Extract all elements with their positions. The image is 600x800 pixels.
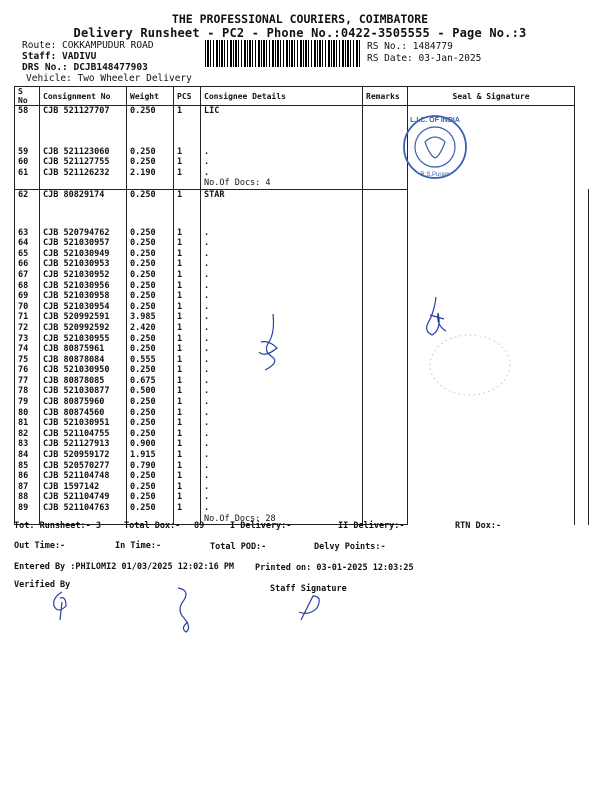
- row-consignee: .: [201, 238, 363, 249]
- table-row: [15, 249, 589, 260]
- row-consignee: LIC: [201, 106, 363, 117]
- row-consignment: CJB 521123060: [40, 147, 127, 158]
- row-consignee: .: [201, 228, 363, 239]
- row-pcs: 1: [174, 355, 201, 366]
- row-consignment: CJB 80829174: [40, 189, 127, 200]
- row-sno: 84: [15, 450, 40, 461]
- tot-runsheet: Tot. Runsheet:- 3: [14, 521, 101, 531]
- row-consignee: .: [201, 249, 363, 260]
- row-sno: 61: [15, 168, 40, 179]
- row-pcs: 1: [174, 492, 201, 503]
- row-consignee: .: [201, 461, 363, 472]
- row-sno: 82: [15, 429, 40, 440]
- row-weight: 0.790: [127, 461, 174, 472]
- row-sno: 78: [15, 386, 40, 397]
- row-weight: 0.250: [127, 157, 174, 168]
- row-weight: 0.250: [127, 429, 174, 440]
- row-consignee: .: [201, 281, 363, 292]
- row-pcs: 1: [174, 408, 201, 419]
- col-header-weight: Weight: [127, 87, 174, 106]
- row-weight: 0.250: [127, 147, 174, 158]
- runsheet-subtitle: Delivery Runsheet - PC2 - Phone No.:0422-3505555 - Page No.:3: [73, 26, 527, 40]
- ii-delivery: II Delivery:-: [338, 521, 405, 531]
- row-pcs: 1: [174, 334, 201, 345]
- row-pcs: 1: [174, 365, 201, 376]
- col-header-remarks: Remarks: [363, 87, 408, 106]
- row-sno: 59: [15, 147, 40, 158]
- row-consignee: .: [201, 291, 363, 302]
- row-consignment: CJB 521104763: [40, 503, 127, 514]
- row-consignment: CJB 520959172: [40, 450, 127, 461]
- rs-date: RS Date: 03-Jan-2025: [367, 53, 482, 64]
- stamp-emblem-icon: [425, 137, 445, 158]
- row-sno: 64: [15, 238, 40, 249]
- row-consignment: CJB 80874560: [40, 408, 127, 419]
- row-weight: 0.250: [127, 189, 174, 200]
- entered-by: Entered By :PHILOMI2 01/03/2025 12:02:16 PM: [14, 562, 235, 572]
- row-pcs: 1: [174, 189, 201, 200]
- i-delivery: I Delivery:-: [230, 521, 292, 531]
- table-row: [15, 312, 589, 323]
- row-consignee: .: [201, 429, 363, 440]
- table-row: [15, 503, 589, 514]
- table-row: [15, 106, 589, 117]
- row-weight: 3.985: [127, 312, 174, 323]
- row-sno: 68: [15, 281, 40, 292]
- lic-seal-stamp: [395, 112, 475, 182]
- barcode: [205, 40, 360, 67]
- row-consignee: .: [201, 482, 363, 493]
- row-sno: 88: [15, 492, 40, 503]
- table-row: [15, 291, 589, 302]
- row-consignment: CJB 520570277: [40, 461, 127, 472]
- row-weight: 0.250: [127, 291, 174, 302]
- row-consignee: .: [201, 376, 363, 387]
- table-row: [15, 429, 589, 440]
- row-pcs: 1: [174, 249, 201, 260]
- row-consignee: .: [201, 492, 363, 503]
- row-sno: 87: [15, 482, 40, 493]
- row-pcs: 1: [174, 482, 201, 493]
- row-pcs: 1: [174, 106, 201, 117]
- row-weight: 0.900: [127, 439, 174, 450]
- row-consignment: CJB 521104755: [40, 429, 127, 440]
- row-pcs: 1: [174, 281, 201, 292]
- row-consignee: .: [201, 408, 363, 419]
- row-pcs: 1: [174, 439, 201, 450]
- row-weight: 0.250: [127, 249, 174, 260]
- row-consignment: CJB 521127707: [40, 106, 127, 117]
- table-row: [15, 418, 589, 429]
- row-consignment: CJB 521030877: [40, 386, 127, 397]
- rtn-dox: RTN Dox:-: [455, 521, 502, 531]
- row-consignee: .: [201, 503, 363, 514]
- route-label: Route: COKKAMPUDUR ROAD: [22, 40, 154, 51]
- row-consignee: .: [201, 355, 363, 366]
- row-consignee: .: [201, 312, 363, 323]
- row-pcs: 1: [174, 376, 201, 387]
- table-row: [15, 492, 589, 503]
- total-pod: Total POD:-: [210, 542, 267, 552]
- row-consignee: .: [201, 344, 363, 355]
- row-pcs: 1: [174, 450, 201, 461]
- row-consignee: .: [201, 397, 363, 408]
- row-consignee: .: [201, 365, 363, 376]
- row-consignment: CJB 521030957: [40, 238, 127, 249]
- row-consignment: CJB 521127755: [40, 157, 127, 168]
- table-row: [15, 439, 589, 450]
- col-header-sno: S No: [15, 87, 40, 106]
- table-row: [15, 238, 589, 249]
- row-consignment: CJB 1597142: [40, 482, 127, 493]
- row-sno: 67: [15, 270, 40, 281]
- row-consignment: CJB 521030954: [40, 302, 127, 313]
- in-time: In Time:-: [115, 541, 162, 551]
- row-sno: 81: [15, 418, 40, 429]
- row-pcs: 1: [174, 302, 201, 313]
- delvy-points: Delvy Points:-: [314, 542, 386, 552]
- row-sno: 76: [15, 365, 40, 376]
- row-consignment: CJB 80878084: [40, 355, 127, 366]
- row-weight: 0.250: [127, 418, 174, 429]
- vehicle-label: Vehicle: Two Wheeler Delivery: [26, 73, 192, 84]
- row-weight: 0.250: [127, 106, 174, 117]
- table-row: [15, 408, 589, 419]
- company-title: THE PROFESSIONAL COURIERS, COIMBATORE: [171, 12, 429, 26]
- row-consignment: CJB 521030956: [40, 281, 127, 292]
- row-consignee: .: [201, 450, 363, 461]
- row-sno: 85: [15, 461, 40, 472]
- col-header-seal: Seal & Signature: [408, 87, 575, 106]
- row-pcs: 1: [174, 503, 201, 514]
- row-weight: 0.250: [127, 270, 174, 281]
- row-consignee: .: [201, 418, 363, 429]
- row-pcs: 1: [174, 418, 201, 429]
- row-sno: 60: [15, 157, 40, 168]
- staff-signature-label: Staff Signature: [270, 584, 347, 594]
- row-consignee: .: [201, 323, 363, 334]
- row-sno: 74: [15, 344, 40, 355]
- row-pcs: 1: [174, 157, 201, 168]
- row-pcs: 1: [174, 312, 201, 323]
- row-consignment: CJB 521104748: [40, 471, 127, 482]
- row-consignment: CJB 521030949: [40, 249, 127, 260]
- row-weight: 0.250: [127, 408, 174, 419]
- docs-count: No.Of Docs: 28: [201, 514, 363, 525]
- row-sno: 73: [15, 334, 40, 345]
- row-consignee: .: [201, 439, 363, 450]
- row-consignee: STAR: [201, 189, 363, 200]
- row-consignment: CJB 80875960: [40, 397, 127, 408]
- row-weight: 0.250: [127, 259, 174, 270]
- row-consignee: .: [201, 386, 363, 397]
- row-consignment: CJB 521030955: [40, 334, 127, 345]
- row-consignment: CJB 521030952: [40, 270, 127, 281]
- row-pcs: 1: [174, 344, 201, 355]
- col-header-consignment: Consignment No: [40, 87, 127, 106]
- row-sno: 63: [15, 228, 40, 239]
- row-sno: 83: [15, 439, 40, 450]
- row-pcs: 1: [174, 323, 201, 334]
- row-weight: 1.915: [127, 450, 174, 461]
- row-sno: 72: [15, 323, 40, 334]
- row-pcs: 1: [174, 270, 201, 281]
- row-consignment: CJB 521104749: [40, 492, 127, 503]
- row-weight: 0.675: [127, 376, 174, 387]
- total-dox-label: Total Dox:-: [124, 521, 181, 531]
- row-weight: 0.250: [127, 281, 174, 292]
- row-pcs: 1: [174, 168, 201, 179]
- row-consignment: CJB 521127913: [40, 439, 127, 450]
- row-weight: 0.250: [127, 334, 174, 345]
- faded-stamp-mark: [425, 330, 515, 400]
- total-dox-value: 89: [194, 521, 205, 531]
- row-consignment: CJB 521030951: [40, 418, 127, 429]
- table-row: [15, 281, 589, 292]
- out-time: Out Time:-: [14, 541, 66, 551]
- table-header-row: [15, 87, 589, 106]
- seal-cell-2: [575, 189, 589, 524]
- row-weight: 0.250: [127, 471, 174, 482]
- row-consignee: .: [201, 168, 363, 179]
- row-sno: 70: [15, 302, 40, 313]
- stamp-top-text: L.I.C. OF INDIA: [410, 117, 460, 124]
- row-consignee: .: [201, 147, 363, 158]
- row-weight: 2.420: [127, 323, 174, 334]
- row-pcs: 1: [174, 228, 201, 239]
- row-pcs: 1: [174, 471, 201, 482]
- row-sno: 58: [15, 106, 40, 117]
- row-pcs: 1: [174, 259, 201, 270]
- row-weight: 0.555: [127, 355, 174, 366]
- row-pcs: 1: [174, 238, 201, 249]
- row-consignee: .: [201, 471, 363, 482]
- row-weight: 0.250: [127, 238, 174, 249]
- staff-label: Staff: VADIVU: [22, 51, 97, 62]
- row-consignee: .: [201, 157, 363, 168]
- stamp-outer-ring: [404, 116, 466, 178]
- row-sno: 75: [15, 355, 40, 366]
- row-weight: 0.250: [127, 482, 174, 493]
- stamp-inner-ring: [415, 127, 455, 167]
- row-pcs: 1: [174, 461, 201, 472]
- row-sno: 86: [15, 471, 40, 482]
- table-row: [15, 302, 589, 313]
- row-consignment: CJB 521030950: [40, 365, 127, 376]
- row-sno: 69: [15, 291, 40, 302]
- docs-count: No.Of Docs: 4: [201, 178, 363, 189]
- table-row: [15, 471, 589, 482]
- row-consignment: CJB 520992591: [40, 312, 127, 323]
- row-consignment: CJB 521030953: [40, 259, 127, 270]
- row-pcs: 1: [174, 147, 201, 158]
- staff-signature: [295, 592, 325, 624]
- row-sno: 65: [15, 249, 40, 260]
- table-row: [15, 228, 589, 239]
- row-weight: 0.500: [127, 386, 174, 397]
- table-row: [15, 270, 589, 281]
- row-pcs: 1: [174, 386, 201, 397]
- drs-number: DRS No.: DCJB148477903: [22, 62, 148, 73]
- col-header-pcs: PCS: [174, 87, 201, 106]
- row-consignment: CJB 521126232: [40, 168, 127, 179]
- row-weight: 0.250: [127, 228, 174, 239]
- row-consignee: .: [201, 259, 363, 270]
- row-pcs: 1: [174, 291, 201, 302]
- row-weight: 0.250: [127, 397, 174, 408]
- table-row: [15, 482, 589, 493]
- row-sno: 71: [15, 312, 40, 323]
- signature-scribble-1: [255, 312, 285, 372]
- second-signature: [170, 584, 198, 634]
- row-pcs: 1: [174, 429, 201, 440]
- row-consignment: CJB 520794762: [40, 228, 127, 239]
- table-row: [15, 259, 589, 270]
- row-sno: 80: [15, 408, 40, 419]
- row-sno: 79: [15, 397, 40, 408]
- row-weight: 0.250: [127, 365, 174, 376]
- row-sno: 77: [15, 376, 40, 387]
- table-row: [15, 461, 589, 472]
- row-consignee: .: [201, 302, 363, 313]
- row-consignment: CJB 80875961: [40, 344, 127, 355]
- row-weight: 0.250: [127, 503, 174, 514]
- row-consignment: CJB 521030958: [40, 291, 127, 302]
- row-consignment: CJB 80878085: [40, 376, 127, 387]
- col-header-consignee: Consignee Details: [201, 87, 363, 106]
- row-weight: 0.250: [127, 302, 174, 313]
- row-weight: 0.250: [127, 344, 174, 355]
- row-consignee: .: [201, 334, 363, 345]
- row-sno: 89: [15, 503, 40, 514]
- rs-number: RS No.: 1484779: [367, 41, 453, 52]
- row-pcs: 1: [174, 397, 201, 408]
- verified-by-label: Verified By: [14, 580, 71, 590]
- row-consignee: .: [201, 270, 363, 281]
- stamp-bottom-text: R.S.Puram: [420, 172, 450, 178]
- row-weight: 0.250: [127, 492, 174, 503]
- row-consignment: CJB 520992592: [40, 323, 127, 334]
- printed-on: Printed on: 03-01-2025 12:03:25: [255, 563, 414, 573]
- row-weight: 2.190: [127, 168, 174, 179]
- table-row: [15, 450, 589, 461]
- verifier-signature: [48, 588, 76, 623]
- row-sno: 66: [15, 259, 40, 270]
- row-sno: 62: [15, 189, 40, 200]
- consignment-table: [14, 86, 589, 525]
